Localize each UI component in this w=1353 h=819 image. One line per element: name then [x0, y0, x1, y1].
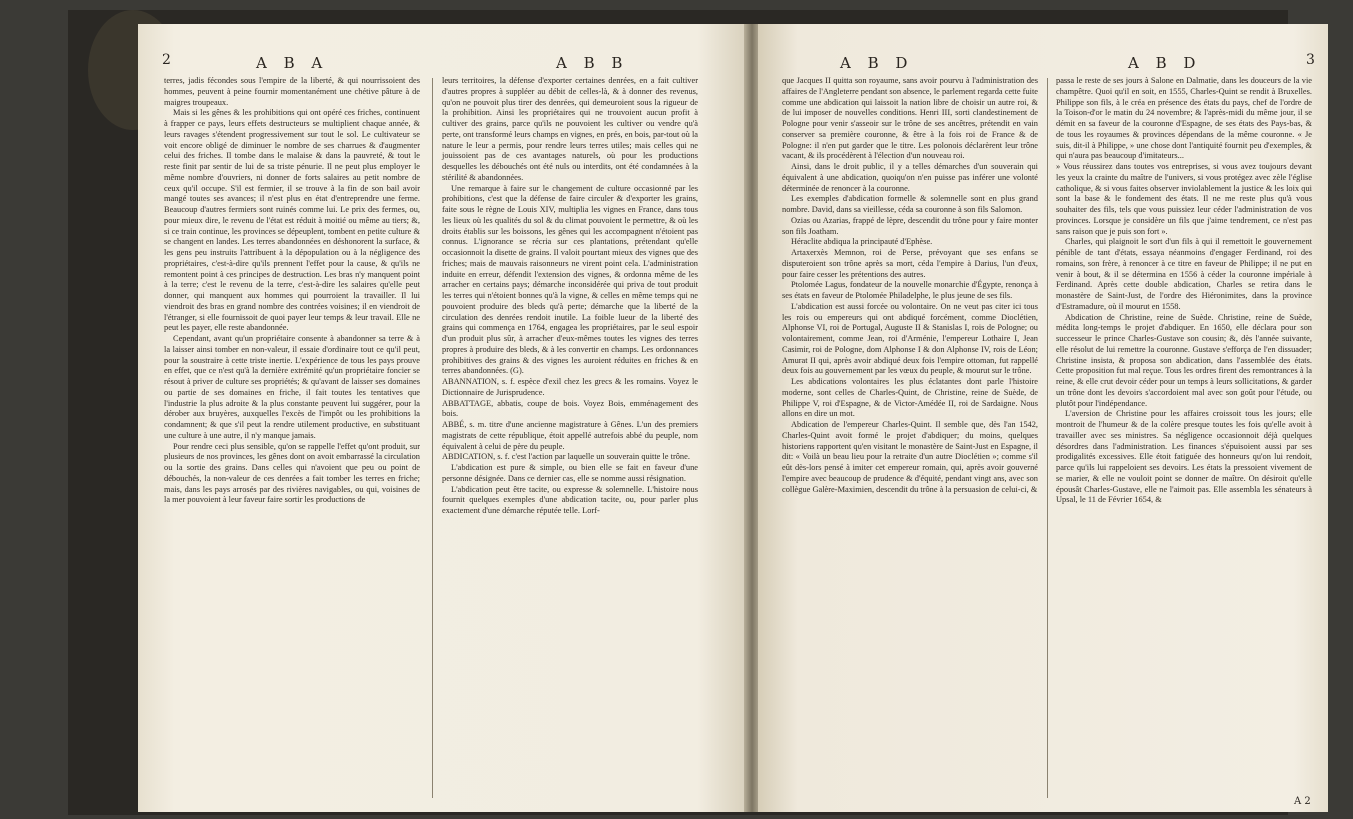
dictionary-entry: ABDICATION, s. f. c'est l'action par laquelle un souverain quitte le trône. — [442, 452, 690, 462]
book-spread — [68, 10, 1315, 815]
paragraph: Une remarque à faire sur le changement de culture occasionné par les prohibitions, c'est que la défense de faire circuler & d'exporter les grains, faite sous le règne de Louis XIV, multiplia les vignes en France, dans tous les lieux où les qualités du sol & du climat pouvoient le permettre, & où les droits établis sur les boissons, les gênes qui les accompagnent n'étoient pas connus. L'ignorance se récria sur ces plantations, prétendant qu'elle occasionnoit la disette de grains. Il valoit pourtant mieux des vignes que des friches; mais de mauvais raisonneurs ne virent point cela. L'administration induite en erreur, défendit l'extension des vignes, & ordonna même de les arracher en certains pays; démarche inconsidérée qui priva de tout produit les terres qui n'étoient bonnes qu'à la vigne, & celles en même temps qui ne pouvoient produire des bleds qu'à perte; démarche que la liberté de la circulation des denrées rendoit inutile. La foible lueur de la liberté des grains qui commença en 1764, engagea les propriétaires, par le seul espoir d'un produit plus sûr, à arracher d'eux-mêmes toutes les vignes des terres propres à produire des bleds, & à les convertir en champs. Les ordonnances prohibitives des grains & des vignes les auroient réduites en friches & en terres abandonnées. (G). — [442, 183, 698, 376]
right-column-2 — [1056, 76, 1312, 506]
paragraph: Ozias ou Azarias, frappé de lèpre, descendit du trône pour y faire monter son fils Joatham. — [782, 215, 1038, 236]
right-running-head-a: A B D — [840, 54, 914, 72]
paragraph: Héraclite abdiqua la principauté d'Ephèse. — [791, 237, 933, 247]
paragraph: terres, jadis fécondes sous l'empire de la liberté, & qui nourrissoient des hommes, peuvent à peine fournir momentanément une chétive pâture à de maigres troupeaux. — [164, 76, 420, 107]
paragraph: leurs territoires, la défense d'exporter certaines denrées, en a fait cultiver d'autres propres à suppléer au débit de celles-là, & à donner des revenus, qu'on ne pouvoit plus tirer des denrées, qui demeuroient sous la rigueur de la prohibition. Ainsi les propriétaires qui ne trouvoient aucun profit à cultiver des grains, parce qu'ils ne pouvoient les cultiver ou vendre qu'à perte, ont transformé leurs champs en vignes, en prés, en bois, par-tout où la nature le leur a permis, pour rendre leurs terres utiles; mais celles qui ne jouissoient pas de ces avantages naturels, où pour les productions desquelles les débouchés ont été nuls ou interdits, ont été condamnées à la stérilité & abandonnées. — [442, 76, 698, 182]
right-folio: 3 — [1306, 52, 1315, 68]
left-running-head-b: A B B — [556, 54, 629, 72]
paragraph: Charles, qui plaignoit le sort d'un fils à qui il remettoit le gouvernement pénible de tant d'états, essaya néanmoins d'engager Ferdinand, roi des romains, son frère, à renoncer à ce titre en faveur de Philippe; il ne put en venir à bout, & il se détermina en 1556 à céder la couronne impériale à Ferdinand. Après cette double abdication, Charles se retira dans le monastère de Saint-Just, de l'ordre des Hiéronimites, dans la province d'Estramadure, où il mourut en 1558. — [1056, 237, 1312, 311]
signature-mark: A 2 — [1294, 796, 1311, 807]
paragraph: Pour rendre ceci plus sensible, qu'on se rappelle l'effet qu'ont produit, sur plusieurs de nos provinces, les gênes dont on avoit embarrassé la circulation ou la sortie des grains. Dans celles qui n'avoient que peu ou point de débouchés, la non-valeur de ces denrées a fait tomber les terres en friche; mais, dans les pays arrosés par des rivières navigables, ou qui, voisines de la mer pouvoient à leur faveur faire sortir les productions de — [164, 441, 420, 505]
right-column-1 — [782, 76, 1038, 495]
paragraph: Ptolomée Lagus, fondateur de la nouvelle monarchie d'Égypte, renonça à ses états en faveur de Ptolomée Philadelphe, le plus jeune de ses fils. — [782, 280, 1038, 300]
left-column-1 — [164, 76, 420, 506]
left-folio: 2 — [162, 52, 171, 68]
paragraph: que Jacques II quitta son royaume, sans avoir pourvu à l'administration des affaires de l'Angleterre pendant son absence, le parlement regarda cette fuite comme une abdication qui laissoit la nation libre de choisir un autre roi, & de lui imposer de nouvelles conditions. Henri III, sorti clandestinement de Pologne pour venir s'asseoir sur le trône de ses ancêtres, prétendit en vain conserver sa première couronne, & être à la fois roi de France & de Pologne: il n'en put garder que le titre. Les polonois déclarèrent leur trône vacant, & ils procédèrent à l'élection d'un nouveau roi. — [782, 76, 1038, 161]
paragraph: Abdication de l'empereur Charles-Quint. Il semble que, dès l'an 1542, Charles-Quint avoit formé le projet d'abdiquer; du moins, quelques historiens rapportent qu'en visitant le monastère de Saint-Just en Espagne, il dit: « Voilà un beau lieu pour la retraite d'un autre Dioclétien »; comme s'il eût dès-lors pensé à imiter cet empereur romain, qui, après avoir gouverné l'empire avec beaucoup de prudence & d'équité, pendant vingt ans, avec son collègue Galère-Maximien, descendit du trône à la persuasion de celui-ci, & — [782, 420, 1038, 494]
paragraph: » Vous réussirez dans toutes vos entreprises, si vous avez toujours devant les yeux la crainte du maître de l'univers, si vous protégez avec zèle l'église catholique, & si vous faites observer inviolablement la justice & les loix qui sont la base & le fondement des états. Il ne me reste plus qu'à vous souhaiter des fils, tels que vous puissiez leur céder l'administration de vos provinces. Lorsque je considère un fils que j'aime tendrement, ce n'est pas sans raison que je puis son fort ». — [1056, 162, 1312, 236]
paragraph: passa le reste de ses jours à Salone en Dalmatie, dans les douceurs de la vie champêtre. Quoi qu'il en soit, en 1555, Charles-Quint se rendit à Bruxelles. Philippe son fils, à le créa en présence des états du pays, chef de l'ordre de la Toison-d'or le matin du 24 novembre; & l'après-midi du même jour, il se démit en sa faveur de la couronne d'Espagne, de ses états des Pays-bas, & de tous les royaumes & provinces dépendans de la même couronne. « Je suis, dit-il à Philippe, » une chose dont l'antiquité fournit peu d'exemples, & qui n'aura pas beaucoup d'imitateurs... — [1056, 76, 1312, 161]
column-divider — [432, 78, 433, 798]
paragraph: L'abdication est aussi forcée ou volontaire. On ne veut pas citer ici tous les rois ou empereurs qui ont abdiqué forcément, comme Dioclétien, Alphonse VI, roi de Portugal, Auguste II & Stanislas I, rois de Pologne; ou volontairement, comme Jean, roi d'Arménie, l'empereur Lothaire I, Jean Casimir, roi de Pologne, dom Alphonse I & don Alphonse IV, rois de Léon; Amurat II qui, après avoir abdiqué deux fois l'empire ottoman, fut rappellé deux fois au gouvernement par les vœux du peuple, & mourut sur le trône. — [782, 301, 1038, 376]
paragraph: L'aversion de Christine pour les affaires croissoit tous les jours; elle montroit de l'humeur & de la colère presque toutes les fois qu'elle avoit à travailler avec ses ministres. Sa négligence occasionnoit déjà quelques désordres dans l'administration. Les finances s'épuisoient aussi par ses prodigalités excessives. Elle étoit fatiguée des honneurs qu'on lui rendoit, parce qu'ils lui rappeloient ses devoirs. Les états la pressoient vivement de se marier, & elle ne vouloit point se donner de maître. On désiroit qu'elle épousât Charles-Gustave, elle ne l'aimoit pas. Elle assembla les sénateurs à Upsal, le 11 de Février 1654, & — [1056, 409, 1312, 505]
paragraph: Mais si les gênes & les prohibitions qui ont opéré ces friches, continuent à frapper ce pays, leurs effets destructeurs se multiplient chaque année, & leurs ravages s'étendent progressivement sur tout le sol. Le cultivateur se voit encore obligé de diminuer le nombre de ses charrues & d'augmenter celui des friches. Il tombe dans le malaise & dans la pauvreté, & tout le reste finit par sentir de lui de sa triste pénurie. Il ne peut plus employer le même nombre d'ouvriers, ni donner de forts salaires au petit nombre de ceux qu'il occupe. S'il est fermier, il se trouve à la fin de son bail avoir mangé toutes ses avances; il n'est plus en état d'entreprendre une ferme. Beaucoup d'autres fermiers sont ruinés comme lui. Le prix des fermes, ou, pour mieux dire, le revenu de l'état est réduit à moitié ou même au tiers; &, si ce train continue, les provinces se dépeuplent, tombent en petite culture & se changent en landes. Les terres abandonnées en déshonorent la surface, & les gens peu instruits l'attribuent à la dépopulation ou à la négligence des propriétaires, c'est-à-dire qu'ils prennent l'effet pour la cause, & qu'ils ne remontent point à ces principes de destruction. Les bras n'y manquent point à la terre; c'est le revenu de la terre, c'est-à-dire les salaires qu'elle peut donner, qui manquent aux hommes qui pourroient la travailler. Il lui viendroit des bras en grand nombre des contrées voisines; il en viendroit de l'étranger, si elle fournissoit de quoi payer leur temps & leur travail. Elle ne peut les payer, elle reste abandonnée. — [164, 108, 420, 333]
paragraph: Abdication de Christine, reine de Suède. Christine, reine de Suède, médita long-temps le projet d'abdiquer. En 1650, elle déclara pour son successeur le prince Charles-Gustave son cousin; &, dès l'année suivante, elle résolut de lui remettre la couronne. Gustave s'efforça de l'en dissuader; Christine insista, & proposa son abdication, dans l'assemblée des états. Cette proposition fut mal reçue. Tous les ordres firent des remontrances à la reine, & elle crut devoir céder pour un temps à leurs sollicitations, & garder un trône dont les devoirs s'accordoient mal avec son goût pour l'étude, ou plutôt pour l'indépendance. — [1056, 312, 1312, 408]
left-running-head-a: A B A — [256, 54, 329, 72]
right-running-head-b: A B D — [1128, 54, 1202, 72]
dictionary-entry: ABANNATION, s. f. espèce d'exil chez les grecs & les romains. Voyez le Dictionnaire de Jurisprudence. — [442, 377, 698, 397]
right-page — [758, 24, 1328, 812]
paragraph: Ainsi, dans le droit public, il y a telles démarches d'un souverain qui équivalent à une abdication, quoiqu'on n'en puisse pas inférer une volonté déterminée de renoncer à la couronne. — [782, 162, 1038, 193]
dictionary-entry: ABBÉ, s. m. titre d'une ancienne magistrature à Gênes. L'un des premiers magistrats de cette république, étoit appellé autrefois abbé du peuple, nom équivalent à celui de père du peuple. — [442, 420, 698, 451]
paragraph: Artaxerxès Memnon, roi de Perse, prévoyant que ses enfans se disputeroient son trône après sa mort, céda l'empire à Darius, l'un d'eux, pour faire cesser les prétentions des autres. — [782, 248, 1038, 279]
paragraph: Les exemples d'abdication formelle & solemnelle sont en plus grand nombre. David, dans sa vieillesse, céda sa couronne à son fils Salomon. — [782, 194, 1038, 214]
paragraph: Cependant, avant qu'un propriétaire consente à abandonner sa terre & à la laisser ainsi tomber en non-valeur, il essaie d'ordinaire tout ce qu'il peut, pour la soustraire à cette triste inertie. L'expérience de tous les pays prouve en effet, que ce n'est qu'à la dernière extrémité qu'un propriétaire foncier se résout à priver de culture ses propriétés; & qu'avant de laisser ses domaines ou partie de ses domaines en friche, il fait toutes les tentatives que l'industrie la plus adroite & la plus constante peuvent lui suggérer, pour la dérober aux bruyères, auxquelles l'excès de l'impôt ou les prohibitions la condamnent; & que s'il peut la rendre utilement productive, en substituant une culture à une autre, il n'y manque jamais. — [164, 334, 420, 440]
left-page — [138, 24, 746, 812]
paragraph: L'abdication peut être tacite, ou expresse & solemnelle. L'histoire nous fournit quelques exemples d'une abdication tacite, ou, pour parler plus exactement d'une démarche réputée telle. Lorf- — [442, 484, 698, 515]
dictionary-entry: ABBATTAGE, abbatis, coupe de bois. Voyez Bois, emménagement des bois. — [442, 398, 698, 419]
left-column-2 — [442, 76, 698, 517]
column-divider — [1047, 78, 1048, 798]
paragraph: Les abdications volontaires les plus éclatantes dont parle l'histoire moderne, sont celles de Charles-Quint, de Christine, reine de Suède, de Philippe V, roi d'Espagne, & de Victor-Amédée II, roi de Sardaigne. Nous allons en dire un mot. — [782, 377, 1038, 419]
paragraph: L'abdication est pure & simple, ou bien elle se fait en faveur d'une personne désignée. Dans ce dernier cas, elle se nomme aussi résignation. — [442, 463, 698, 483]
